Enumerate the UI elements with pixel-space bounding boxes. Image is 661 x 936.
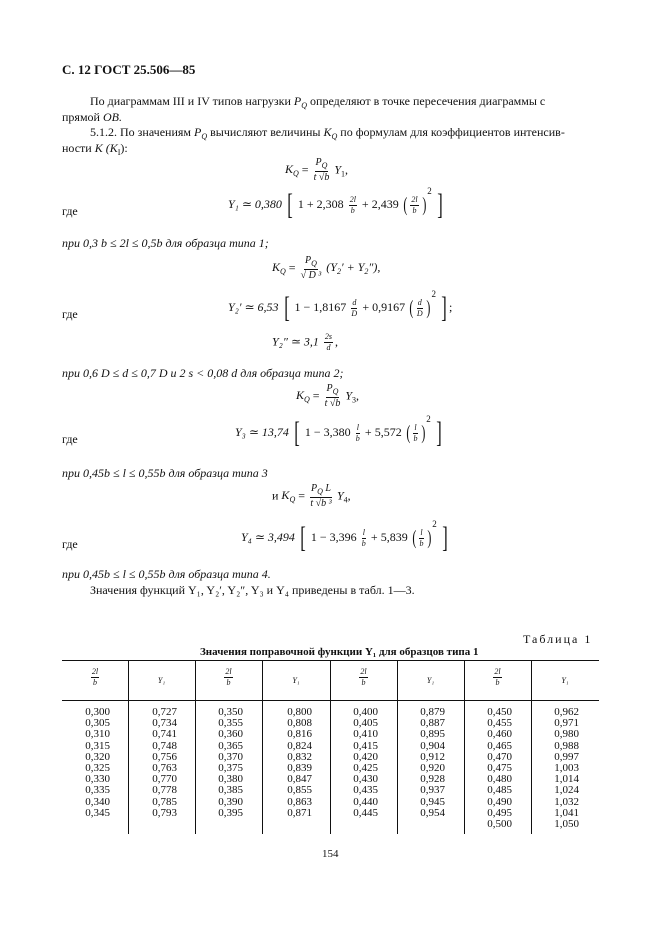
table-cell: 0,748 xyxy=(152,739,177,752)
formula-y2-double-prime: Y₂″ ≃ 3,1 $\frac{2s}{d}$ , xyxy=(272,332,339,352)
formula-y3: Y₃ ≃ 13,74 [ 1 − 3,380 $\frac{l}{b}$ + 5,572 ( $\frac{l}{b}$ )$^2$ ] xyxy=(235,414,442,450)
table-cell: 0,912 xyxy=(420,750,445,763)
table-cell: 0,971 xyxy=(554,717,579,730)
table-cell: 0,988 xyxy=(554,739,579,752)
table-column-ratio-3 xyxy=(330,707,378,819)
table-cell: 0,440 xyxy=(353,795,378,808)
table-column-ratio-2 xyxy=(195,707,243,819)
table-cell: 0,325 xyxy=(85,762,110,775)
table-cell: 0,727 xyxy=(152,706,177,718)
functions-summary: Значения функций Y₁, Y₂′, Y₂″, Y₃ и Y₄ приведены в табл. 1—3. xyxy=(90,583,415,597)
table-cell: 0,800 xyxy=(287,706,312,718)
table-cell: 0,808 xyxy=(287,717,312,730)
table-cell: 0,390 xyxy=(218,795,243,808)
table-cell: 0,455 xyxy=(487,717,512,730)
table-cell: 0,937 xyxy=(420,784,445,797)
gde-label-4: где xyxy=(62,537,78,551)
table-cell: 1,003 xyxy=(554,762,579,775)
table-cell: 1,032 xyxy=(554,795,579,808)
table-cell: 0,847 xyxy=(287,773,312,786)
paragraph-1-line-2: прямой OB. xyxy=(62,110,122,124)
table-column-ratio-4 xyxy=(464,707,512,830)
formula-kq-1: $K_Q$ = $\frac{P_Q}{t √b}$ $Y_1$, xyxy=(285,157,349,183)
table-header-y1: Y₁ xyxy=(426,676,435,685)
table-cell: 0,395 xyxy=(218,806,243,819)
table-header-ratio: $\frac{2l}{b}$ xyxy=(91,667,99,687)
table-cell: 0,405 xyxy=(353,717,378,730)
table-cell: 0,895 xyxy=(420,728,445,741)
table-cell: 0,871 xyxy=(287,806,312,819)
formula-kq-4: и $K_Q$ = $\frac{P_Q L}{\text{t √b ³}}$ $Y_4$, xyxy=(272,483,351,509)
table-cell: 0,741 xyxy=(152,728,177,741)
table-cell: 0,475 xyxy=(487,762,512,775)
table-cell: 0,355 xyxy=(218,717,243,730)
table-cell: 0,832 xyxy=(287,750,312,763)
table-cell: 0,945 xyxy=(420,795,445,808)
table-cell: 0,370 xyxy=(218,750,243,763)
table-column-ratio-1 xyxy=(62,707,110,819)
table-column-y1-4 xyxy=(531,707,579,830)
condition-type-1: при 0,3 b ≤ 2l ≤ 0,5b для образца типа 1; xyxy=(62,236,269,250)
table-header-y1: Y₁ xyxy=(292,676,300,685)
paragraph-2-line-2: ности K $(K_I)$: xyxy=(62,141,128,157)
table-cell: 0,490 xyxy=(487,795,512,808)
table-cell: 0,340 xyxy=(85,795,110,808)
formula-kq-2: $K_Q$ = $\frac{P_Q}{\text{√ D ³}}$ $(Y_2' + Y_2'')$, xyxy=(272,255,381,281)
condition-type-4: при 0,45b ≤ l ≤ 0,55b для образца типа 4. xyxy=(62,567,271,581)
condition-type-3: при 0,45b ≤ l ≤ 0,55b для образца типа 3 xyxy=(62,466,268,480)
formula-y1: Y₁ ≃ 0,380 [ 1 + 2,308 $\frac{2l}{b}$ + 2,439 ( $\frac{2l}{b}$ )$^2$ ] xyxy=(228,186,443,222)
paragraph-1-line-1: По диаграммам III и IV типов нагрузки $P_Q$ определяют в точке пересечения диаграммы с xyxy=(90,94,546,110)
table-cell: 0,480 xyxy=(487,773,512,786)
table-cell: 0,500 xyxy=(487,818,512,831)
table-cell: 0,420 xyxy=(353,750,378,763)
table-cell: 1,041 xyxy=(554,806,579,819)
table-caption: Значения поправочной функции Y₁ для образцов типа 1 xyxy=(200,646,479,658)
table-cell: 0,734 xyxy=(152,717,177,730)
table-cell: 0,756 xyxy=(152,750,177,763)
table-cell: 1,024 xyxy=(554,784,579,797)
page-number: 154 xyxy=(322,848,339,860)
table-column-y1-3 xyxy=(397,707,445,819)
table-header-ratio: $\frac{2l}{b}$ xyxy=(225,667,232,687)
table-header-y1: Y₁ xyxy=(561,676,569,685)
table-cell: 0,305 xyxy=(85,717,110,730)
table-cell: 0,928 xyxy=(420,773,445,786)
table-cell: 0,863 xyxy=(287,795,312,808)
table-cell: 0,415 xyxy=(353,739,378,752)
table-cell: 0,410 xyxy=(353,728,378,741)
table-cell: 0,360 xyxy=(218,728,243,741)
table-cell: 0,495 xyxy=(487,806,512,819)
table-cell: 0,400 xyxy=(353,706,378,718)
table-cell: 0,350 xyxy=(218,706,243,718)
table-cell: 0,385 xyxy=(218,784,243,797)
table-cell: 1,050 xyxy=(554,818,579,831)
table-cell: 1,014 xyxy=(554,773,579,786)
table-cell: 0,310 xyxy=(85,728,110,741)
table-cell: 0,816 xyxy=(287,728,312,741)
table-cell: 0,375 xyxy=(218,762,243,775)
formula-y2-prime: Y₂′ ≃ 6,53 [ 1 − 1,8167 $\frac{d}{D}$ + 0,9167 ( $\frac{d}{D}$ )$^2$ ] ; xyxy=(228,289,453,325)
table-cell: 0,485 xyxy=(487,784,512,797)
condition-type-2: при 0,6 D ≤ d ≤ 0,7 D и 2 s < 0,08 d для образца типа 2; xyxy=(62,366,344,380)
table-header-ratio: $\frac{2l}{b}$ xyxy=(360,667,367,687)
table-cell: 0,879 xyxy=(420,706,445,718)
table-cell: 0,920 xyxy=(420,762,445,775)
formula-kq-3: $K_Q$ = $\frac{P_Q}{t √b}$ $Y_3$, xyxy=(296,383,360,409)
table-cell: 0,320 xyxy=(85,750,110,763)
table-cell: 0,345 xyxy=(85,806,110,819)
table-cell: 0,887 xyxy=(420,717,445,730)
table-cell: 0,300 xyxy=(85,706,110,718)
paragraph-2-line-1: 5.1.2. По значениям $P_Q$ вычисляют величины $K_Q$ по формулам для коэффициентов интенсив- xyxy=(90,125,565,141)
table-cell: 0,980 xyxy=(554,728,579,741)
table-cell: 0,435 xyxy=(353,784,378,797)
table-cell: 0,770 xyxy=(152,773,177,786)
table-cell: 0,824 xyxy=(287,739,312,752)
table-cell: 0,778 xyxy=(152,784,177,797)
table-cell: 0,335 xyxy=(85,784,110,797)
table-cell: 0,460 xyxy=(487,728,512,741)
table-cell: 0,839 xyxy=(287,762,312,775)
page-header: С. 12 ГОСТ 25.506—85 xyxy=(62,62,196,77)
table-cell: 0,470 xyxy=(487,750,512,763)
gde-label-2: где xyxy=(62,307,78,321)
table-cell: 0,962 xyxy=(554,706,579,718)
formula-y4: Y₄ ≃ 3,494 [ 1 − 3,396 $\frac{l}{b}$ + 5,839 ( $\frac{l}{b}$ )$^2$ ] xyxy=(241,519,448,555)
table-cell: 0,315 xyxy=(85,739,110,752)
table-cell: 0,855 xyxy=(287,784,312,797)
gde-label-1: где xyxy=(62,204,78,218)
table-cell: 0,997 xyxy=(554,750,579,763)
table-cell: 0,445 xyxy=(353,806,378,819)
table-cell: 0,763 xyxy=(152,762,177,775)
table-header-ratio: $\frac{2l}{b}$ xyxy=(494,667,501,687)
table-cell: 0,425 xyxy=(353,762,378,775)
table-number: Таблица 1 xyxy=(523,632,593,646)
table-header-y1: Y₁ xyxy=(157,676,166,685)
gde-label-3: где xyxy=(62,432,78,446)
table-column-y1-2 xyxy=(262,707,312,819)
table-cell: 0,365 xyxy=(218,739,243,752)
table-cell: 0,330 xyxy=(85,773,110,786)
table-cell: 0,450 xyxy=(487,706,512,718)
table-column-y1-1 xyxy=(128,707,177,819)
table-cell: 0,785 xyxy=(152,795,177,808)
table-cell: 0,793 xyxy=(152,806,177,819)
table-cell: 0,954 xyxy=(420,806,445,819)
table-cell: 0,430 xyxy=(353,773,378,786)
table-cell: 0,904 xyxy=(420,739,445,752)
table-cell: 0,465 xyxy=(487,739,512,752)
table-cell: 0,380 xyxy=(218,773,243,786)
